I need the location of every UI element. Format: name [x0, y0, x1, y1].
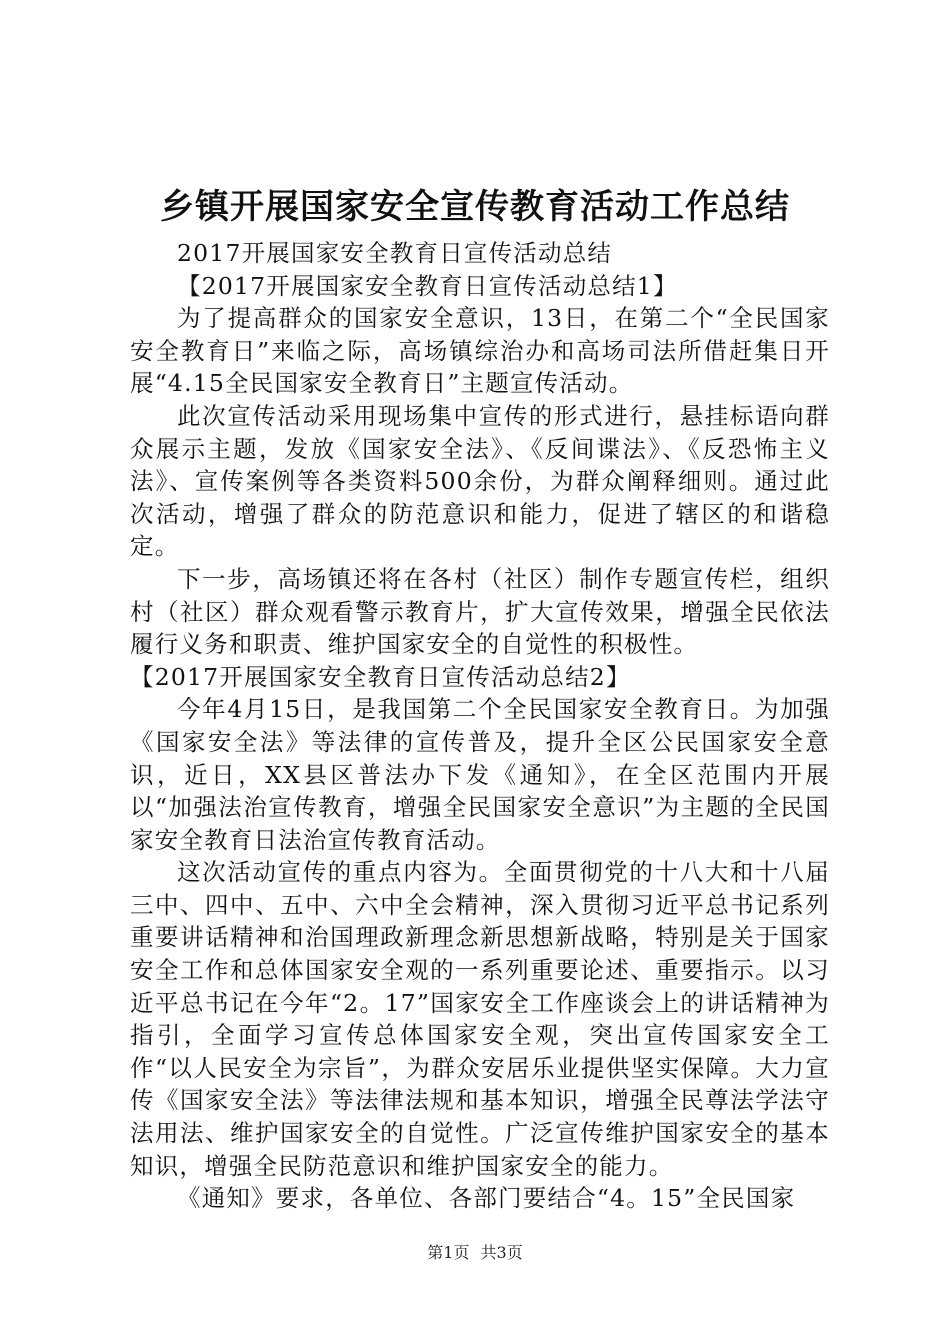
page-footer — [0, 1242, 950, 1264]
paragraph: 这次活动宣传的重点内容为。全面贯彻党的十八大和十八届三中、四中、五中、六中全会精神，深入贯彻习近平总书记系列重要讲话精神和治国理政新理念新思想新战略，特别是关于国家安全工作和总体国家安全观的一系列重要论述、重要指示。以习近平总书记在今年“2。17”国家安全工作座谈会上的讲话精神为指引，全面学习宣传总体国家安全观，突出宣传国家安全工作“以人民安全为宗旨”，为群众安居乐业提供坚实保障。大力宣传《国家安全法》等法律法规和基本知识，增强全民尊法学法守法用法、维护国家安全的自觉性。广泛宣传维护国家安全的基本知识，增强全民防范意识和维护国家安全的能力。 — [130, 858, 830, 1180]
paragraph: 为了提高群众的国家安全意识，13日，在第二个“全民国家安全教育日”来临之际，高场镇综治办和高场司法所借赶集日开展“4.15全民国家安全教育日”主题宣传活动。 — [130, 304, 830, 398]
section-heading-2: 【2017开展国家安全教育日宣传活动总结2】 — [130, 662, 631, 691]
paragraph: 《通知》要求，各单位、各部门要结合“4。15”全民国家 — [177, 1184, 796, 1213]
page-total: 共3页 — [480, 1243, 523, 1262]
paragraph: 此次宣传活动采用现场集中宣传的形式进行，悬挂标语向群众展示主题，发放《国家安全法》、《反间谍法》、《反恐怖主义法》、宣传案例等各类资料500余份，为群众阐释细则。通过此次活动，增强了群众的防范意识和能力，促进了辖区的和谐稳定。 — [130, 401, 830, 561]
paragraph-subtitle: 2017开展国家安全教育日宣传活动总结 — [177, 239, 613, 267]
paragraph: 下一步，高场镇还将在各村（社区）制作专题宣传栏，组织村（社区）群众观看警示教育片，扩大宣传效果，增强全民依法履行义务和职责、维护国家安全的自觉性的积极性。 — [130, 564, 830, 659]
document-body — [130, 237, 830, 1215]
page-number: 第1页 — [427, 1243, 470, 1262]
section-heading-1: 【2017开展国家安全教育日宣传活动总结1】 — [177, 271, 678, 300]
paragraph: 今年4月15日，是我国第二个全民国家安全教育日。为加强《国家安全法》等法律的宣传普及，提升全区公民国家安全意识，近日，XX县区普法办下发《通知》，在全区范围内开展以“加强法治宣传教育，增强全民国家安全意识”为主题的全民国家安全教育日法治宣传教育活动。 — [130, 695, 830, 854]
document-title: 乡镇开展国家安全宣传教育活动工作总结 — [160, 187, 790, 227]
